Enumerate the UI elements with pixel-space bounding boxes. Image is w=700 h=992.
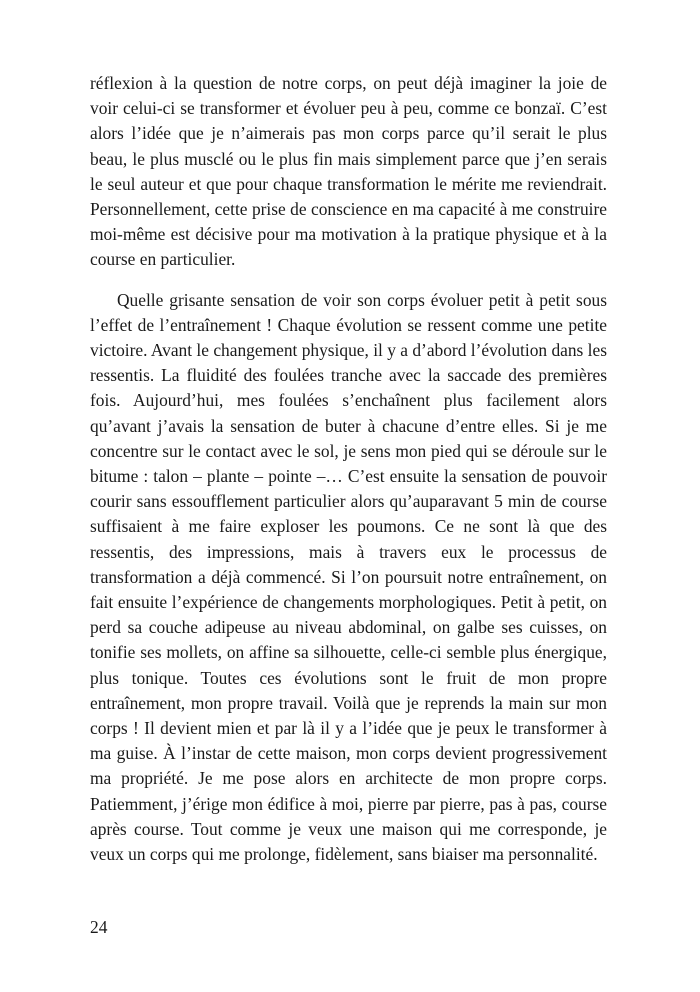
page-number: 24 [90,917,108,937]
paragraph-2: Quelle grisante sensation de voir son corps évoluer petit à petit sous l’effet de l’entraînement ! Chaque évolution se ressent comme une petite victoire. Avant le changement physique, il y a d’abord l’évolution dans les ressentis. La fluidité des foulées tranche avec la saccade des premières fois. Aujourd’hui, mes foulées s’enchaînent plus facilement alors qu’avant j’avais la sensation de buter à chacune d’entre elles. Si je me concentre sur le contact avec le sol, je sens mon pied qui se déroule sur le bitume : talon – plante – pointe –… C’est ensuite la sensation de pouvoir courir sans essoufflement particulier alors qu’auparavant 5 min de course suffisaient à me faire exploser les poumons. Ce ne sont là que des ressentis, des impressions, mais à travers eux le processus de transformation a déjà commencé. Si l’on poursuit notre entraînement, on fait ensuite l’expérience de changements morphologiques. Petit à petit, on perd sa couche adipeuse au niveau abdominal, on galbe ses cuisses, on tonifie ses mollets, on affine sa silhouette, celle-ci semble plus énergique, plus tonique. Toutes ces évolutions sont le fruit de mon propre entraînement, mon propre travail. Voilà que je reprends la main sur mon corps ! Il devient mien et par là il y a l’idée que je peux le transformer à ma guise. À l’instar de cette maison, mon corps devient progressivement ma propriété. Je me pose alors en architecte de mon propre corps. Patiemment, j’érige mon édifice à moi, pierre par pierre, pas à pas, course après course. Tout comme je veux une maison qui me corresponde, je veux un corps qui me prolonge, fidèlement, sans biaiser ma personnalité. [90,289,607,865]
paragraph-1: réflexion à la question de notre corps, on peut déjà imaginer la joie de voir celui-ci se transformer et évoluer peu à peu, comme ce bonzaï. C’est alors l’idée que je n’aimerais pas mon corps parce qu’il serait le plus beau, le plus musclé ou le plus fin mais simplement parce que j’en serais le seul auteur et que pour chaque transformation le mérite me reviendrait. Personnellement, cette prise de conscience en ma capacité à me construire moi-même est décisive pour ma motivation à la pratique physique et à la course en particulier. [90,73,607,270]
page-body [90,71,607,867]
